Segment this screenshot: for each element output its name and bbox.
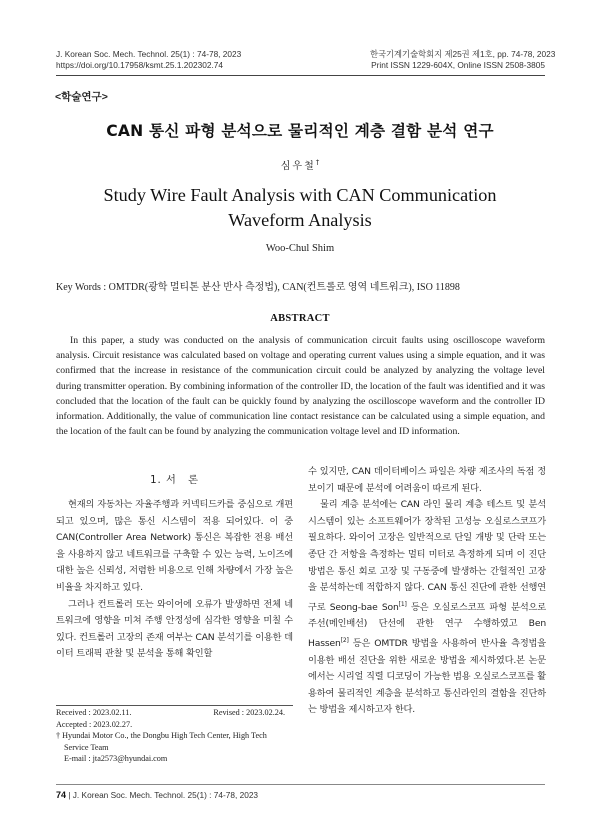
body-paragraph: 수 있지만, CAN 데이터베이스 파일은 차량 제조사의 독점 정보이기 때문에 분석에 어려움이 따르게 된다. [308,466,546,494]
running-header-right [370,49,556,71]
author-email[interactable]: E-mail : jta2573@hyundai.com [64,754,168,764]
title-korean: CAN 통신 파형 분석으로 물리적인 계층 결함 분석 연구 [106,122,494,140]
revised-date: Revised : 2023.02.24. [213,708,285,717]
citation-ref-2[interactable]: [2] [340,637,349,644]
accepted-date: Accepted : 2023.02.27. [56,719,133,729]
paragraph-text: 등은 OMTDR 방법을 사용하여 반사율 측정법을 이용한 배선 진단을 위한 새로운 방법을 제시하였다.본 논문에서는 시리얼 직렬 디코딩이 가능한 범용 오실로스코프를 활용하여 물리적인 계층을 분석하고 통신라인의 결함을 진단하는 방법을 제시하고자 한다. [308,638,546,716]
footer-citation: | J. Korean Soc. Mech. Technol. 25(1) : 74-78, 2023 [68,790,259,800]
received-date: Received : 2023.02.11. [56,708,132,717]
page-number: 74 [56,790,67,800]
author-korean [0,157,600,172]
article-category: <학술연구> [55,91,108,103]
body-paragraph: 현재의 자동차는 자율주행과 커넥티드카를 중심으로 개편되고 있으며, 많은 통신 시스템이 적용 되어있다. 이 중 CAN(Controller Area Network) 통신은 복잡한 전용 배선을 사용하지 않고 네트워크를 구축할 수 있는 능력, 노이즈에 대한 높은 신뢰성, 저렴한 비용으로 인해 차량에서 가장 높은 비율을 차지하고 있다. [56,499,293,593]
body-paragraph [308,497,546,719]
abstract-text: In this paper, a study was conducted on the analysis of communication circuit faults using oscilloscope waveform analysis. Circuit resistance was calculated based on voltage and operating current values using a simple equation, and it was confirmed that the increase in resistance of the communication circuit could be analyzed by analyzing the voltage level during transmitter operation. By combining information of the controller ID, the location of the fault was identified and it was concluded that the location of the fault can be quickly found by analyzing the oscilloscope waveform and the controller ID information. Additionally, the value of communication line contact resistance can be calculated using a simple equation, and the location of the fault can be found by analyzing the communication voltage level and ID information. [56,335,545,438]
keywords [56,278,460,293]
keywords-text: OMTDR(광학 멀티톤 분산 반사 측정법), CAN(컨트롤로 영역 네트워크), ISO 11898 [108,282,460,293]
body-column-right [308,464,546,719]
date-row [56,707,293,719]
journal-citation: J. Korean Soc. Mech. Technol. 25(1) : 74-78, 2023 [56,49,242,59]
title-english-line2: Waveform Analysis [228,210,372,230]
section-heading-introduction: 1. 서 론 [150,475,199,486]
body-column-left [56,497,293,663]
header-divider [56,75,545,76]
corresponding-author-mark: † [315,158,320,167]
running-header-left [56,49,241,71]
title-english [0,183,600,233]
title-english-line1: Study Wire Fault Analysis with CAN Communication [103,185,497,205]
footer-divider [56,784,545,785]
footnote-divider [56,705,293,706]
footnotes [56,707,293,765]
abstract-heading: ABSTRACT [270,313,330,324]
author-english: Woo-Chul Shim [265,243,335,254]
author-korean-name: 심우철 [280,161,316,172]
citation-ref-1[interactable]: [1] [398,600,407,608]
doi-link[interactable]: https://doi.org/10.17958/ksmt.25.1.202302.74 [56,60,223,70]
paragraph-text: 물리 계층 분석에는 CAN 라인 물리 계층 테스트 및 분석 시스템이 있는 소프트웨어가 장착된 고성능 오실로스코프가 필요하다. 와이어 고장은 일반적으로 단일 개방 및 단락 또는 종단 간 저항을 측정하는 멀티 미터로 측정하게 되며 이 진단 방법은 통신 회로 고장 및 구동중에 발생하는 간헐적인 고장을 분석하는데 적합하지 않다. CAN 통신 진단에 관한 선행연구로 Seong-bae Son [308,499,546,613]
page-footer [56,790,258,800]
issn-line: Print ISSN 1229-604X, Online ISSN 2508-3805 [371,60,545,70]
paragraph-text: 등은 오실로스코프 파형 분석으로 주선(메인배선) 단선에 관한 연구 수행하였고 Ben Hassen [308,601,546,650]
affiliation-note: † Hyundai Motor Co., the Dongbu High Tech Center, High Tech Service Team [56,731,267,752]
keywords-label: Key Words : [56,282,109,293]
body-paragraph: 그러나 컨트롤러 또는 와이어에 오류가 발생하면 전체 네트워크에 영향을 미쳐 주행 안정성에 심각한 영향을 미칠 수 있다. 컨트롤러 고장의 존재 여부는 CAN 분석기를 이용한 데이터 트래픽 관찰 및 분석을 통해 확인할 [56,598,293,660]
journal-citation-korean: 한국기계기술학회지 제25권 제1호, pp. 74-78, 2023 [370,49,556,59]
